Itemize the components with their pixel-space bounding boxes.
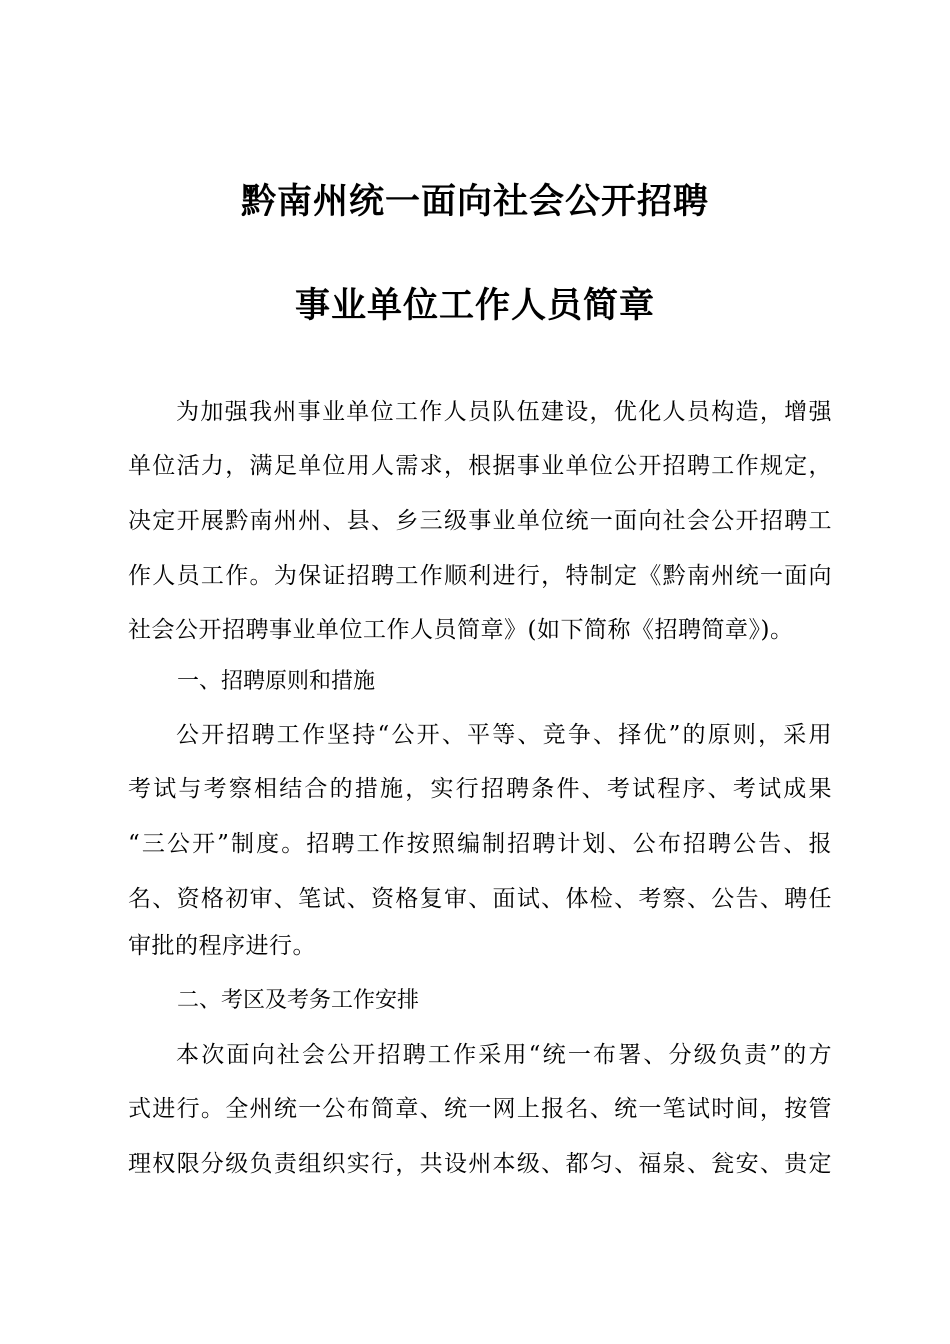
intro-line: 决定开展黔南州州、县、乡三级事业单位统一面向社会公开招聘工 bbox=[128, 508, 832, 534]
section1-line: 考试与考察相结合的措施，实行招聘条件、考试程序、考试成果 bbox=[128, 776, 832, 802]
intro-line: 为加强我州事业单位工作人员队伍建设，优化人员构造，增强 bbox=[176, 399, 832, 425]
section2-line: 式进行。全州统一公布简章、统一网上报名、统一笔试时间，按管 bbox=[128, 1096, 832, 1122]
section1-line: 名、资格初审、笔试、资格复审、面试、体检、考察、公告、聘任 bbox=[128, 886, 832, 912]
intro-line: 社会公开招聘事业单位工作人员简章》(如下简称《招聘简章》)。 bbox=[128, 617, 794, 643]
section1-line: 审批的程序进行。 bbox=[128, 933, 316, 959]
section2-line: 本次面向社会公开招聘工作采用“统一布署、分级负责”的方 bbox=[176, 1042, 832, 1068]
document-title-line1: 黔南州统一面向社会公开招聘 bbox=[240, 182, 709, 222]
document-title-line2: 事业单位工作人员简章 bbox=[294, 286, 655, 326]
section2-line: 理权限分级负责组织实行，共设州本级、都匀、福泉、瓮安、贵定 bbox=[128, 1151, 832, 1177]
section2-heading: 二、考区及考务工作安排 bbox=[177, 988, 420, 1013]
intro-line: 作人员工作。为保证招聘工作顺利进行，特制定《黔南州统一面向 bbox=[128, 563, 832, 589]
section1-heading: 一、招聘原则和措施 bbox=[177, 669, 376, 694]
section1-line: 公开招聘工作坚持“公开、平等、竞争、择优”的原则，采用 bbox=[176, 722, 832, 748]
intro-line: 单位活力，满足单位用人需求，根据事业单位公开招聘工作规定， bbox=[128, 453, 832, 479]
section1-line: “三公开”制度。招聘工作按照编制招聘计划、公布招聘公告、报 bbox=[128, 831, 832, 857]
